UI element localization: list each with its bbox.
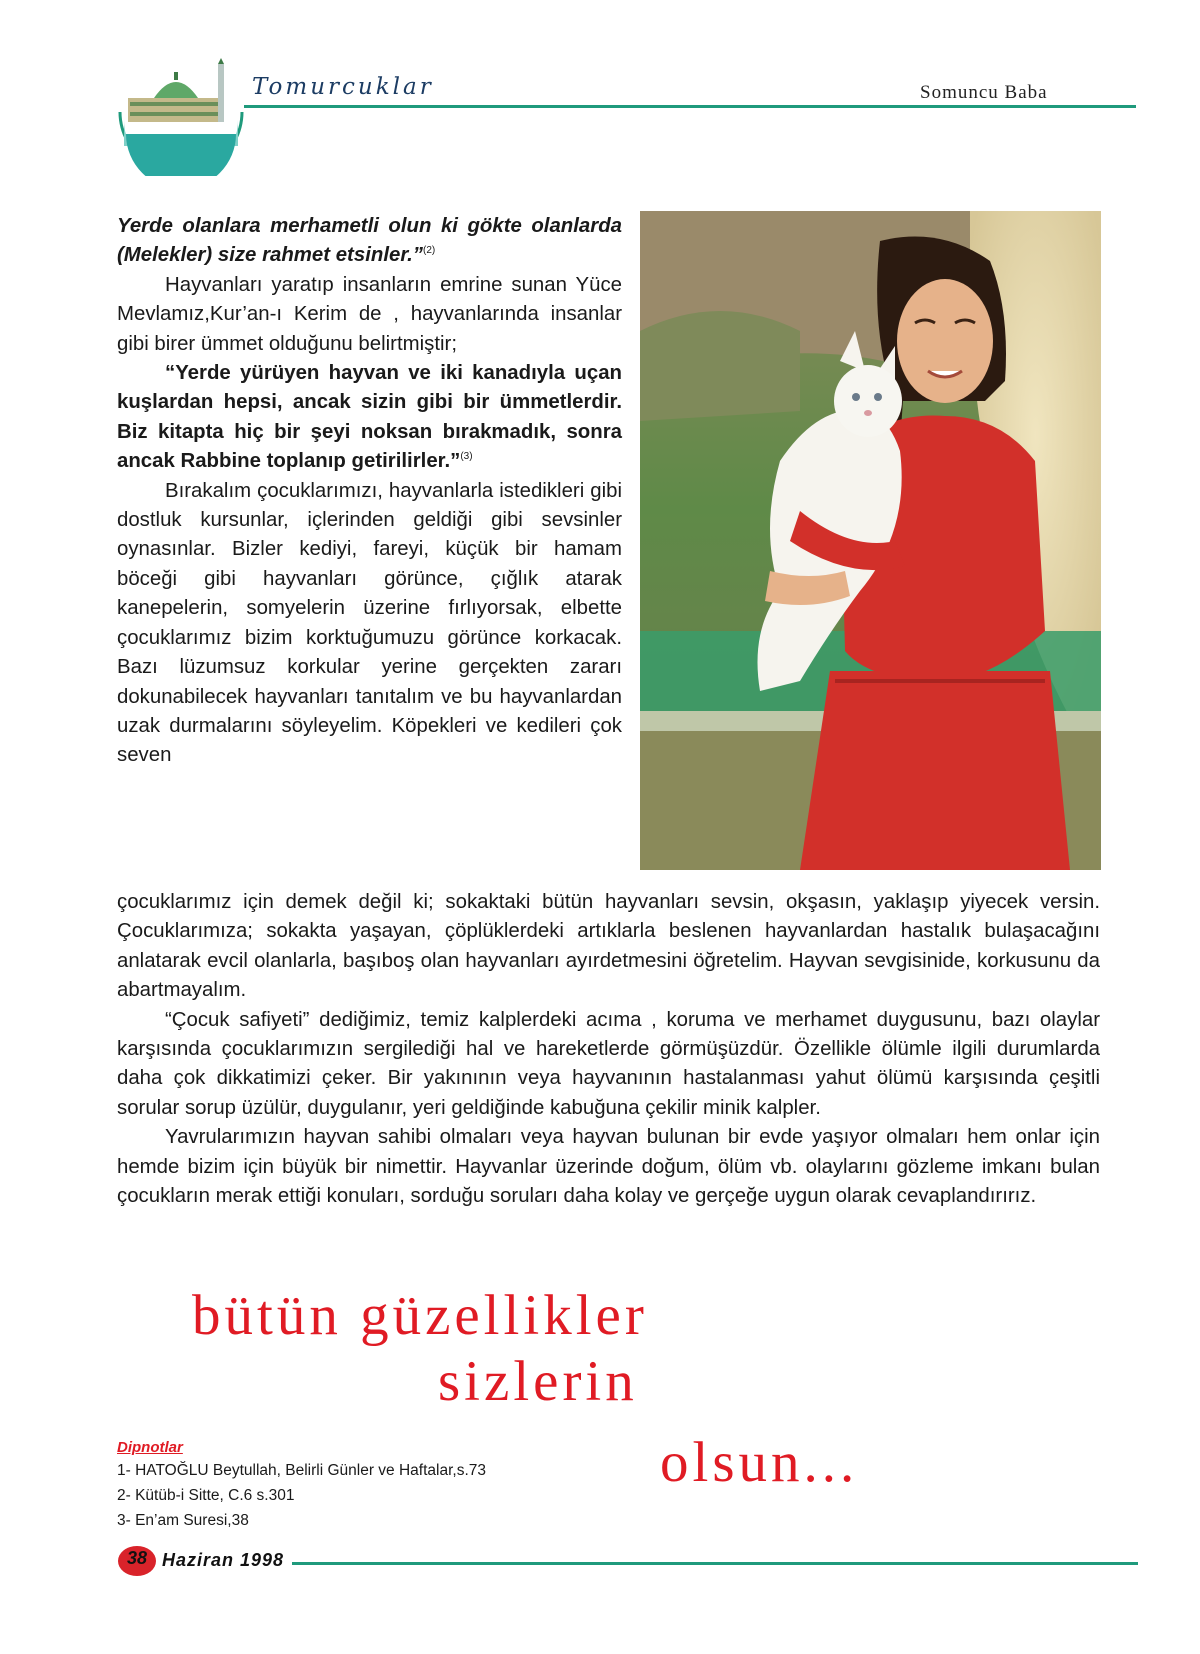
- paragraph-1: Hayvanları yaratıp insanların emrine sunan Yüce Mevlamız,Kur’an-ı Kerim de , hayvanlarında insanlar gibi birer ümmet olduğunu belirtmiştir;: [117, 273, 622, 355]
- verse-quote: [117, 359, 622, 477]
- closing-line-1: bütün güzellikler: [192, 1284, 648, 1347]
- footnote-ref-2: (2): [423, 245, 436, 257]
- footnote-3: 3- En’am Suresi,38: [117, 1512, 249, 1529]
- hadith-quote: [117, 212, 622, 271]
- verse-quote-text: “Yerde yürüyen hayvan ve iki kanadıyla uçan kuşlardan hepsi, ancak sizin gibi bir ümmetlerdir. Biz kitapta hiç bir şeyi noksan bırakmadık, sonra ancak Rabbine toplanıp getirilirler.”: [117, 362, 622, 473]
- footnotes-title: Dipnotlar: [117, 1439, 183, 1456]
- footnote-ref-3: (3): [460, 451, 473, 463]
- paragraph-3: “Çocuk safiyeti” dediğimiz, temiz kalplerdeki acıma , koruma ve merhamet duygusunu, bazı olaylar karşısında çocuklarımızın sergilediği hal ve hareketlerde görmüşüzdür. Özellikle ölümle ilgili durumlarda daha çok dikkatimizi çeker. Bir yakınının veya hayvanının hastalanması yahut ölümü karşısında çeşitli sorular sorup üzülür, duygulanır, yeri geldiğinde kabuğuna çekilir minik kalpler.: [117, 1008, 1100, 1119]
- header-rule: [244, 105, 1136, 108]
- magazine-title: Tomurcuklar: [252, 74, 434, 100]
- paragraph-4: Yavrularımızın hayvan sahibi olmaları veya hayvan bulunan bir evde yaşıyor olmaları hem onlar için hemde bizim için büyük bir nimettir. Hayvanlar üzerinde doğum, ölüm vb. olaylarını gözleme imkanı bulan çocukların merak ettiği konuları, sorduğu soruları daha kolay ve gerçeğe uygun olarak cevaplandırırız.: [117, 1126, 1100, 1208]
- closing-line-2: sizlerin: [438, 1350, 638, 1413]
- closing-line-3: olsun...: [660, 1431, 859, 1494]
- girl-with-cat-photo: [640, 211, 1101, 870]
- paragraph-2: Bırakalım çocuklarımızı, hayvanlarla istedikleri gibi dostluk kursunlar, içlerinden geldiği gibi sevsinler oynasınlar. Bizler kediyi, fareyi, küçük bir hamam böceği gibi hayvanları görünce, çığlık atarak kanepelerin, somyelerin üzerine fırlıyorsak, elbette çocuklarımız bizim korktuğumuzu görünce korkacak. Bazı lüzumsuz korkular yerine gerçekten zararı dokunabilecek hayvanları tanıtalım ve bu hayvanlardan uzak durmalarını söyleyelim. Köpekleri ve kedileri çok seven: [117, 479, 622, 767]
- magazine-logo: [116, 58, 246, 176]
- issue-date: Haziran 1998: [162, 1550, 285, 1570]
- hadith-quote-text: Yerde olanlara merhametli olun ki gökte olanlarda (Melekler) size rahmet etsinler.”: [117, 215, 622, 267]
- footer-rule: [292, 1562, 1138, 1565]
- footnote-1: 1- HATOĞLU Beytullah, Belirli Günler ve Haftalar,s.73: [117, 1462, 486, 1479]
- section-title: Somuncu Baba: [920, 82, 1048, 103]
- paragraph-2-continued: çocuklarımız için demek değil ki; sokaktaki bütün hayvanları sevsin, okşasın, yaklaşıp yiyecek versin. Çocuklarımıza; sokakta yaşayan, çöplüklerdeki artıklarla beslenen hayvanlardan hastalık bulaşacağını anlatarak evcil olanlarla, başıboş olan hayvanları ayırdetmesini öğretelim. Hayvan sevgisinide, korkusunu da abartmayalım.: [117, 891, 1100, 1002]
- article-column: [117, 212, 622, 771]
- footnote-2: 2- Kütüb-i Sitte, C.6 s.301: [117, 1487, 295, 1504]
- page-number: 38: [126, 1548, 148, 1568]
- article-body-full: [117, 888, 1100, 1211]
